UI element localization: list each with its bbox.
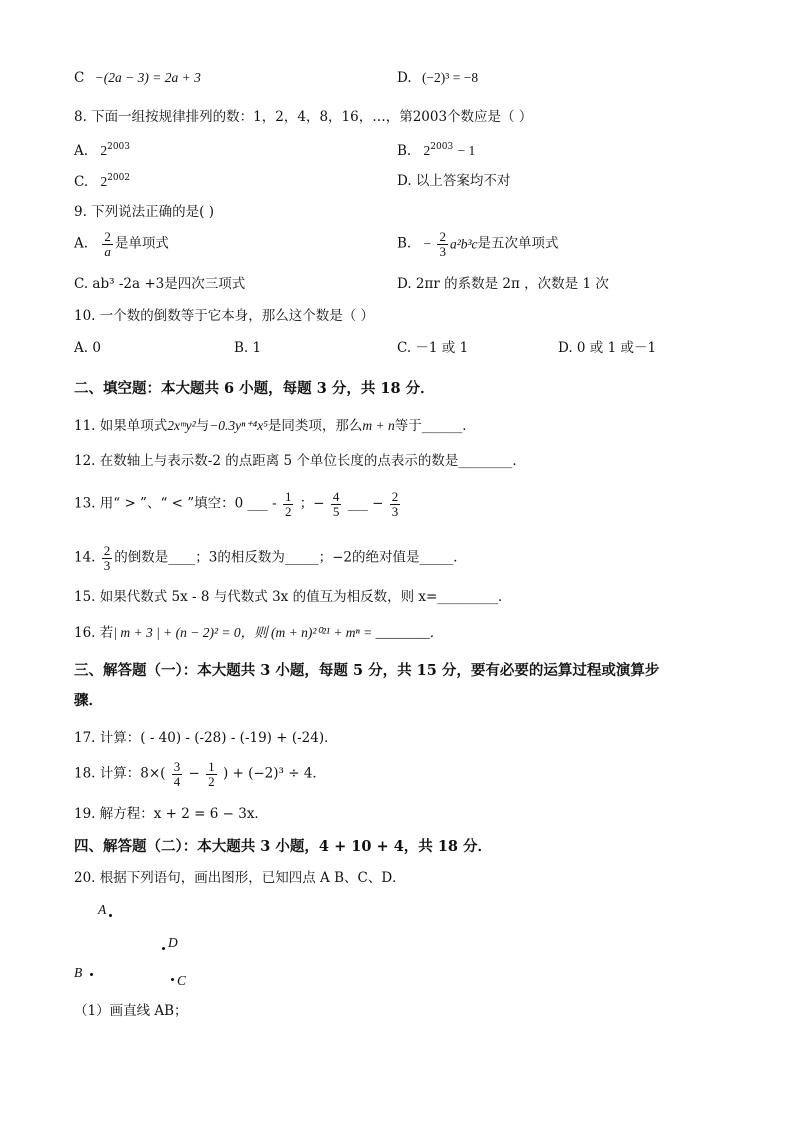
q10-option-d: D. 0 或 1 或－1	[558, 340, 657, 356]
q9-a-fraction: $\frac{2}{a}$	[104, 229, 111, 259]
section-3-title-line2: 骤．	[74, 692, 103, 709]
q9-option-d: D. 2πr 的系数是 2π ，次数是 1 次	[397, 276, 609, 292]
q9-option-b: B. − $\frac{2}{3}$ a²b³c是五次单项式	[397, 229, 559, 259]
point-d-label: D	[168, 935, 178, 950]
q8-option-c: C. $2^{2002}$	[74, 173, 131, 190]
q20-points-diagram	[70, 895, 230, 995]
q7-option-c: C −(2a − 3) = 2a + 3	[74, 70, 201, 86]
q14: 14. $\frac{2}{3}$ 的倒数是____；3的相反数为_____；−2的绝对值是_____．	[74, 543, 467, 573]
point-b-label: B	[74, 965, 83, 980]
q15: 15. 如果代数式 5x - 8 与代数式 3x 的值互为相反数，则 x=_________．	[74, 589, 512, 605]
point-a-dot	[109, 914, 112, 917]
q11: 11. 如果单项式2xᵐy²与−0.3yⁿ⁺⁴x⁵是同类项，那么m + n等于______．	[74, 418, 476, 434]
point-d-dot	[162, 947, 165, 950]
q10-option-a: A. 0	[74, 340, 101, 356]
point-b-dot	[90, 973, 93, 976]
q7-option-c-expr: −(2a − 3) = 2a + 3	[94, 70, 201, 85]
q18: 18. 计算：8×( $\frac{3}{4}$ − $\frac{1}{2}$ ) + (−2)³ ÷ 4．	[74, 759, 326, 789]
q9-option-a: A. $\frac{2}{a}$ 是单项式	[74, 229, 169, 259]
q9-stem: 9. 下列说法正确的是( )	[74, 204, 214, 220]
q8-stem: 8. 下面一组按规律排列的数：1，2，4，8，16，…，第2003个数应是（ ）	[74, 109, 533, 125]
q7-option-d: D. (−2)³ = −8	[397, 70, 479, 86]
q8-option-b: B. $2^{2003} - 1$	[397, 142, 476, 159]
q8-option-d: D. 以上答案均不对	[397, 173, 511, 189]
point-a-label: A	[98, 902, 107, 917]
section-4-title: 四、解答题（二）：本大题共 3 小题，4 + 10 + 4，共 18 分．	[74, 838, 493, 855]
q17: 17. 计算：( - 40) - (-28) - (-19) + (-24)．	[74, 730, 338, 746]
q9-b-fraction: $\frac{2}{3}$	[439, 229, 446, 259]
q10-stem: 10. 一个数的倒数等于它本身，那么这个数是（ ）	[74, 308, 375, 324]
q10-option-c: C. －1 或 1	[397, 340, 469, 356]
q20-stem: 20. 根据下列语句，画出图形，已知四点 A B、C、D．	[74, 870, 406, 886]
q8-option-a: A. $2^{2003}$	[74, 142, 130, 159]
q9-option-c: C. ab³ -2a +3是四次三项式	[74, 276, 246, 292]
point-c-dot	[171, 978, 174, 981]
q10-option-b: B. 1	[234, 340, 262, 356]
section-2-title: 二、填空题：本大题共 6 小题，每题 3 分，共 18 分．	[74, 380, 435, 397]
q20-sub1: （1）画直线 AB；	[74, 1003, 188, 1019]
q19: 19. 解方程：x + 2 = 6 − 3x．	[74, 806, 268, 822]
point-c-label: C	[177, 973, 187, 988]
q12: 12. 在数轴上与表示数-2 的点距离 5 个单位长度的点表示的数是________．	[74, 453, 526, 469]
q7-option-d-expr: (−2)³ = −8	[421, 70, 479, 85]
q13: 13. 用“ > ”、“ < ”填空：0 ___ - $\frac{1}{2}$ ；− $\frac{4}{5}$ ___ − $\frac{2}{3}$	[74, 489, 399, 519]
q16: 16. 若| m + 3 | + (n − 2)² = 0，则 (m + n)²⁰²¹ + mⁿ = ________．	[74, 625, 444, 641]
section-3-title-line1: 三、解答题（一）：本大题共 3 小题，每题 5 分，共 15 分，要有必要的运算过程或演算步	[74, 662, 660, 679]
